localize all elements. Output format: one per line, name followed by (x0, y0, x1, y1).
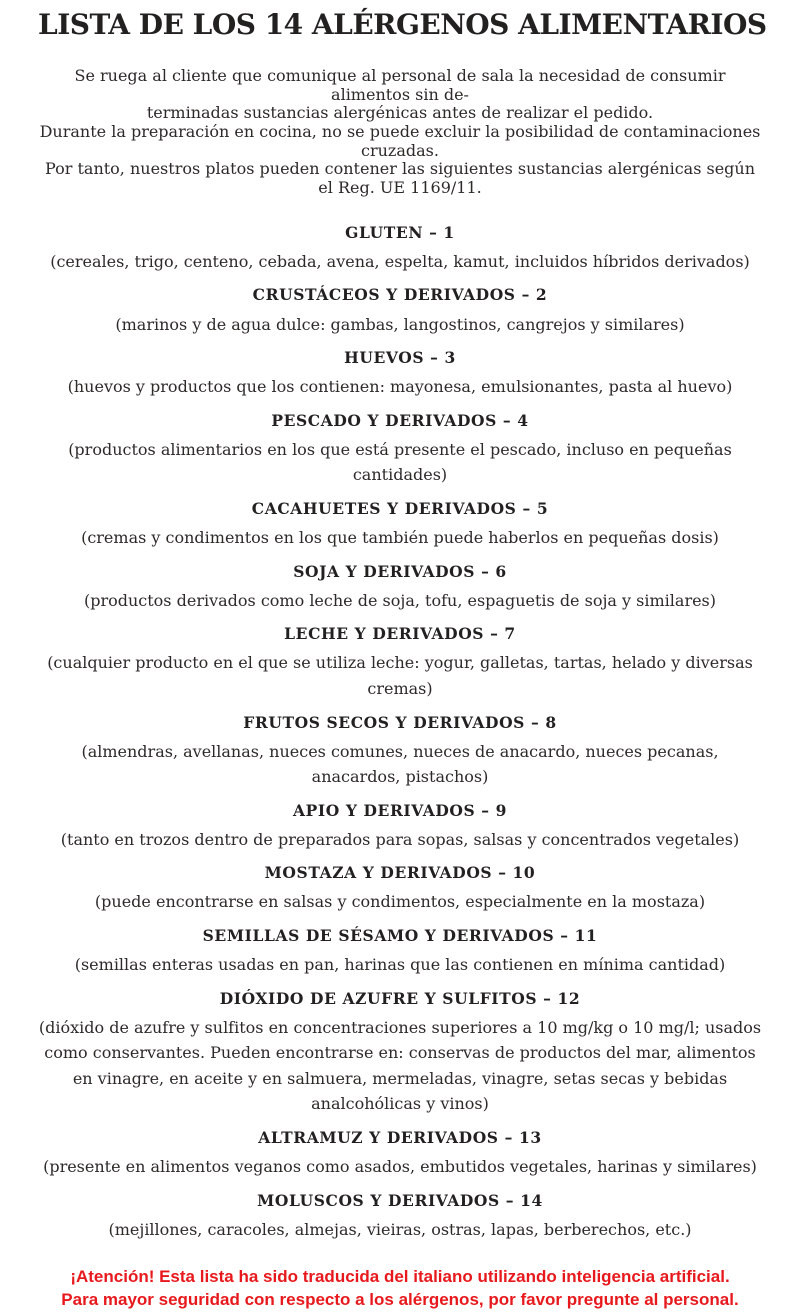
allergen-heading: SEMILLAS DE SÉSAMO Y DERIVADOS – 11 (202, 926, 598, 946)
allergen-section-sulfitos (38, 990, 762, 1117)
allergen-heading: HUEVOS – 3 (344, 348, 456, 368)
intro-paragraph (38, 67, 762, 198)
allergen-section-moluscos (38, 1192, 762, 1243)
allergen-section-cacahuetes (38, 500, 762, 551)
allergen-description: (marinos y de agua dulce: gambas, langostinos, cangrejos y similares) (115, 314, 685, 334)
allergen-description: (cualquier producto en el que se utiliza leche: yogur, galletas, tartas, helado y diversas cremas) (47, 653, 753, 698)
allergen-description: (mejillones, caracoles, almejas, vieiras, ostras, lapas, berberechos, etc.) (108, 1219, 692, 1239)
allergen-description: (almendras, avellanas, nueces comunes, nueces de anacardo, nueces pecanas, anacardos, pistachos) (81, 741, 719, 787)
allergen-section-altramuz (38, 1129, 762, 1180)
allergen-section-pescado (38, 412, 762, 488)
allergen-description: (productos derivados como leche de soja, tofu, espaguetis de soja y similares) (83, 590, 717, 610)
allergen-section-huevos (38, 349, 762, 400)
allergen-description: (huevos y productos que los contienen: mayonesa, emulsionantes, pasta al huevo) (67, 377, 733, 397)
allergen-description: (presente en alimentos veganos como asados, embutidos vegetales, harinas y similares) (43, 1157, 757, 1177)
allergen-heading: LECHE Y DERIVADOS – 7 (284, 624, 516, 644)
allergen-section-mostaza (38, 864, 762, 915)
ai-translation-warning (38, 1266, 762, 1312)
allergen-description: (tanto en trozos dentro de preparados para sopas, salsas y concentrados vegetales) (60, 829, 740, 849)
allergen-heading: DIÓXIDO DE AZUFRE Y SULFITOS – 12 (219, 988, 581, 1008)
allergen-description: (puede encontrarse en salsas y condimentos, especialmente en la mostaza) (94, 892, 706, 912)
allergen-heading: PESCADO Y DERIVADOS – 4 (271, 410, 529, 430)
allergen-description: (productos alimentarios en los que está presente el pescado, incluso en pequeñas cantidades) (68, 439, 732, 485)
allergen-heading: APIO Y DERIVADOS – 9 (293, 800, 507, 820)
allergen-heading: CRUSTÁCEOS Y DERIVADOS – 2 (252, 285, 548, 305)
page-title: LISTA DE LOS 14 ALÉRGENOS ALIMENTARIOS (38, 8, 767, 41)
allergen-description: (cremas y condimentos en los que también puede haberlos en pequeñas dosis) (81, 528, 719, 548)
allergen-heading: MOLUSCOS Y DERIVADOS – 14 (257, 1190, 543, 1210)
allergen-section-sesamo (38, 927, 762, 978)
allergen-section-soja (38, 563, 762, 614)
intro-line: Durante la preparación en cocina, no se puede excluir la posibilidad de contaminaciones cruzadas. (39, 121, 761, 160)
allergen-heading: FRUTOS SECOS Y DERIVADOS – 8 (243, 712, 557, 732)
allergen-description: (dióxido de azufre y sulfitos en concentraciones superiores a 10 mg/kg o 10 mg/l; usados como conservantes. Pueden encontrarse en: conservas de productos del mar, alimentos en vinagre, en aceite y en salmuera, mermeladas, vinagre, setas secas y bebidas analcohólicas y vinos) (38, 1017, 762, 1114)
allergen-description: (semillas enteras usadas en pan, harinas que las contienen en mínima cantidad) (74, 955, 726, 975)
allergen-description: (cereales, trigo, centeno, cebada, avena, espelta, kamut, incluidos híbridos derivados) (50, 251, 750, 271)
allergen-heading: CACAHUETES Y DERIVADOS – 5 (251, 498, 549, 518)
intro-line: Por tanto, nuestros platos pueden contener las siguientes sustancias alergénicas según (44, 159, 756, 179)
allergen-section-frutos-secos (38, 714, 762, 790)
allergen-section-gluten (38, 224, 762, 275)
allergen-heading: GLUTEN – 1 (345, 222, 455, 242)
allergen-heading: SOJA Y DERIVADOS – 6 (293, 561, 507, 581)
allergen-section-crustaceos (38, 286, 762, 337)
intro-line: el Reg. UE 1169/11. (318, 178, 482, 198)
intro-line: terminadas sustancias alergénicas antes de realizar el pedido. (146, 103, 654, 123)
allergen-section-leche (38, 625, 762, 701)
intro-line: Se ruega al cliente que comunique al personal de sala la necesidad de consumir alimentos sin de- (74, 65, 726, 104)
allergen-heading: ALTRAMUZ Y DERIVADOS – 13 (258, 1128, 542, 1148)
allergen-section-apio (38, 802, 762, 853)
warning-line: ¡Atención! Esta lista ha sido traducida del italiano utilizando inteligencia artificial. (70, 1267, 730, 1287)
warning-line: Para mayor seguridad con respecto a los alérgenos, por favor pregunte al personal. (61, 1290, 739, 1310)
allergen-heading: MOSTAZA Y DERIVADOS – 10 (264, 863, 536, 883)
